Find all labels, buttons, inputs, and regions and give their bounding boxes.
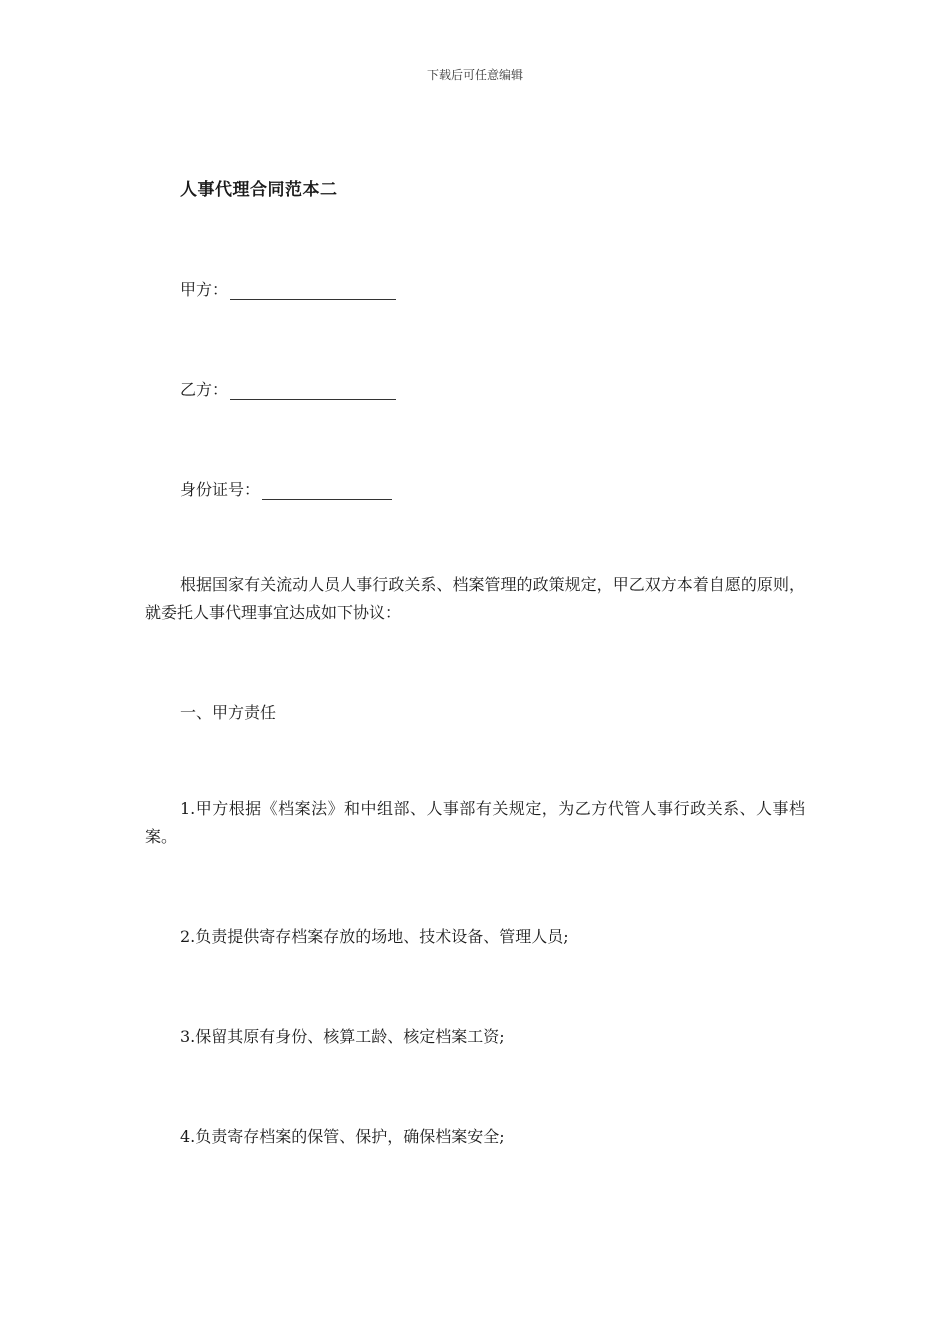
party-b-blank xyxy=(230,385,396,400)
id-number-field xyxy=(180,477,392,500)
id-number-label: 身份证号： xyxy=(180,480,261,499)
party-b-field xyxy=(180,377,396,400)
clause-3: 3.保留其原有身份、核算工龄、核定档案工资; xyxy=(180,1027,505,1046)
party-a-field xyxy=(180,277,396,300)
id-number-blank xyxy=(262,485,392,500)
intro-paragraph: 根据国家有关流动人员人事行政关系、档案管理的政策规定，甲乙双方本着自愿的原则，就委托人事代理事宜达成如下协议： xyxy=(145,575,805,622)
clause-2: 2.负责提供寄存档案存放的场地、技术设备、管理人员; xyxy=(180,927,569,946)
party-a-blank xyxy=(230,285,396,300)
clause-4: 4.负责寄存档案的保管、保护，确保档案安全; xyxy=(180,1127,505,1146)
party-b-label: 乙方： xyxy=(180,380,229,399)
clause-1: 1.甲方根据《档案法》和中组部、人事部有关规定，为乙方代管人事行政关系、人事档案。 xyxy=(145,799,805,846)
party-a-label: 甲方： xyxy=(180,280,229,299)
document-title: 人事代理合同范本二 xyxy=(180,180,338,200)
section-heading-party-a: 一、甲方责任 xyxy=(180,703,277,722)
page-header-note: 下载后可任意编辑 xyxy=(426,68,523,82)
